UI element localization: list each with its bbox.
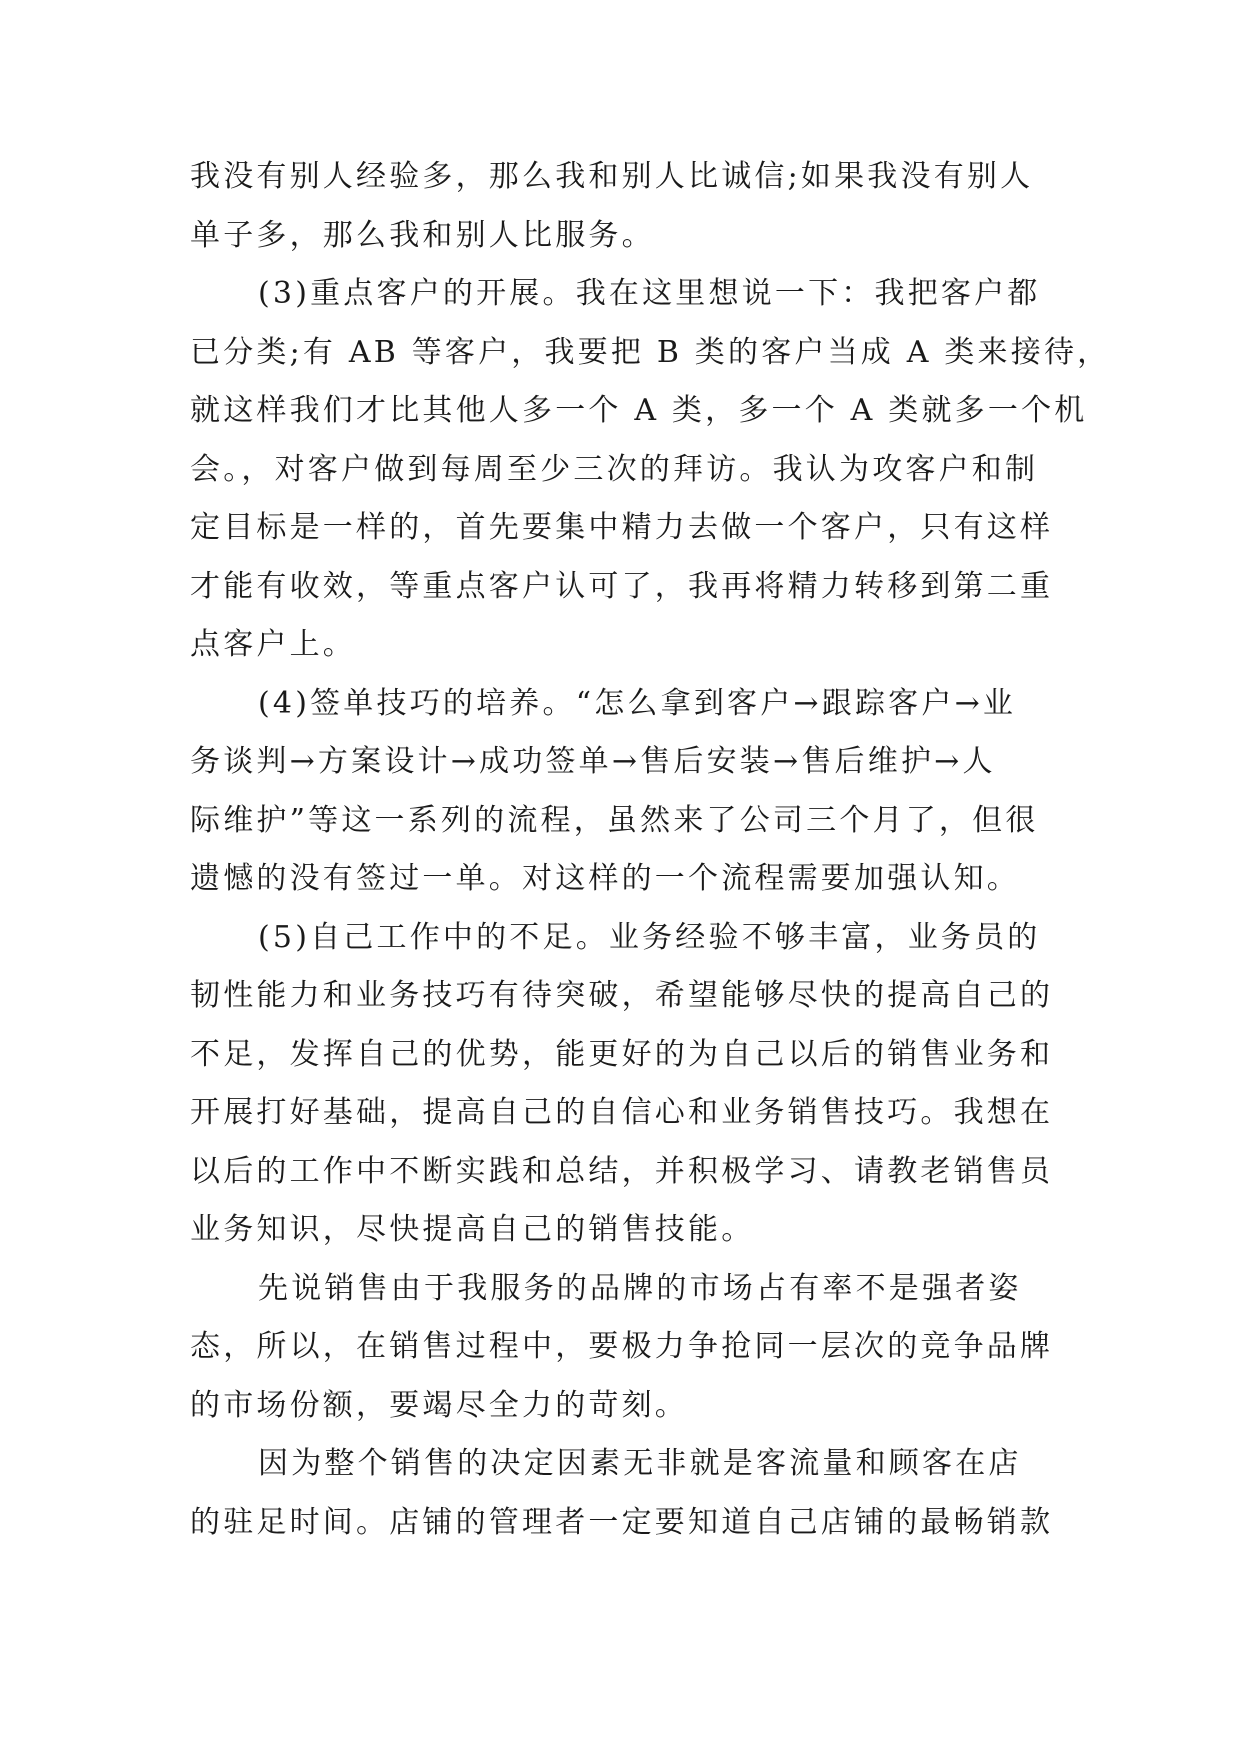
text-line: 务谈判→方案设计→成功签单→售后安装→售后维护→人: [190, 744, 996, 779]
text-line: 不足，发挥自己的优势，能更好的为自己以后的销售业务和: [190, 1036, 1054, 1072]
text-line: 际维护”等这一系列的流程，虽然来了公司三个月了，但很: [190, 802, 1039, 838]
text-line: 单子多，那么我和别人比服务。: [190, 217, 655, 253]
document-body: [190, 148, 1111, 1552]
text-line: 已分类;有 AB 等客户，我要把 B 类的客户当成 A 类来接待，: [190, 334, 1111, 370]
text-line: 就这样我们才比其他人多一个 A 类，多一个 A 类就多一个机: [190, 393, 1088, 428]
text-line: 的市场份额，要竭尽全力的苛刻。: [190, 1387, 688, 1423]
text-line: 开展打好基础，提高自己的自信心和业务销售技巧。我想在: [190, 1095, 1054, 1130]
text-line: 才能有收效，等重点客户认可了，我再将精力转移到第二重: [190, 568, 1054, 604]
text-line: 定目标是一样的，首先要集中精力去做一个客户，只有这样: [190, 510, 1054, 545]
text-line: 我没有别人经验多，那么我和别人比诚信;如果我没有别人: [190, 159, 1034, 194]
paragraph-start-line: (5)自己工作中的不足。业务经验不够丰富，业务员的: [258, 919, 1041, 955]
text-line: 的驻足时间。店铺的管理者一定要知道自己店铺的最畅销款: [190, 1504, 1054, 1540]
text-line: 遗憾的没有签过一单。对这样的一个流程需要加强认知。: [190, 861, 1020, 896]
text-line: 态，所以，在销售过程中，要极力争抢同一层次的竞争品牌: [190, 1329, 1054, 1364]
text-line: 韧性能力和业务技巧有待突破，希望能够尽快的提高自己的: [190, 978, 1054, 1013]
paragraph-start-line: (3)重点客户的开展。我在这里想说一下：我把客户都: [258, 276, 1041, 311]
paragraph-start-line: (4)签单技巧的培养。“怎么拿到客户→跟踪客户→业: [258, 685, 1017, 721]
text-line: 业务知识，尽快提高自己的销售技能。: [190, 1212, 755, 1247]
text-line: 点客户上。: [190, 627, 356, 662]
text-line: 会。，对客户做到每周至少三次的拜访。我认为攻客户和制: [190, 451, 1039, 487]
paragraph-start-line: 先说销售由于我服务的品牌的市场占有率不是强者姿: [258, 1270, 1022, 1306]
paragraph-start-line: 因为整个销售的决定因素无非就是客流量和顾客在店: [258, 1446, 1022, 1481]
text-line: 以后的工作中不断实践和总结，并积极学习、请教老销售员: [190, 1153, 1054, 1189]
